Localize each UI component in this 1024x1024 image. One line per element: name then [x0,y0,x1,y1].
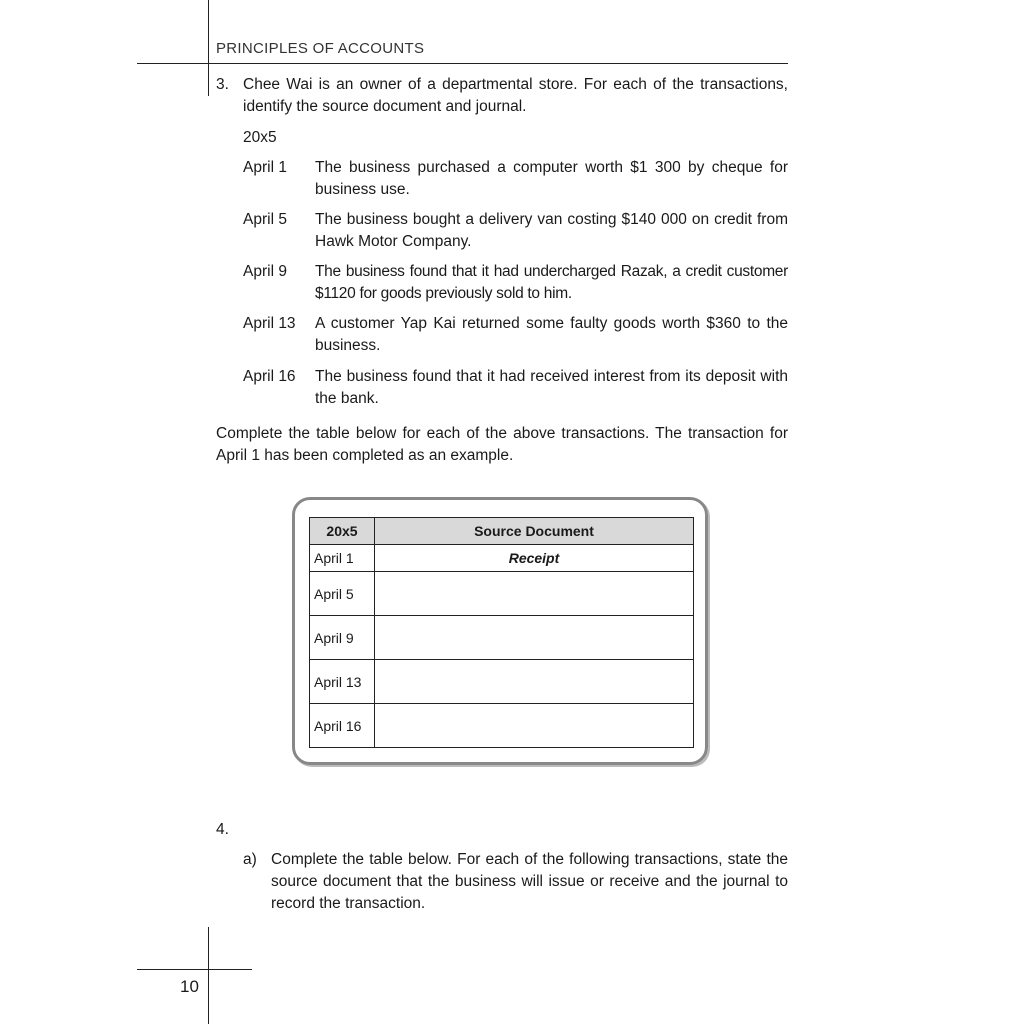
transaction-description: The business found that it had received interest from its deposit with the bank. [315,368,788,407]
table-row [310,704,694,748]
footer-horizontal-rule [137,969,252,970]
question-4a-text: Complete the table below. For each of the following transactions, state the source document that the business will issue or receive and the journal to record the transaction. [271,851,788,912]
row-date: April 13 [310,660,375,704]
footer-vertical-rule [208,927,209,1024]
question-4-number: 4. [216,821,229,838]
page-number: 10 [180,977,199,996]
question-3-number: 3. [216,76,229,93]
table-header-row [310,518,694,545]
row-source-document-blank[interactable] [375,660,694,704]
column-header-source-document: Source Document [375,518,694,545]
question-3-text: Chee Wai is an owner of a departmental store. For each of the transactions, identify the source document and journal. [243,76,788,115]
row-date: April 1 [310,545,375,572]
table-row [310,660,694,704]
source-document-table [309,517,694,748]
row-source-document-blank[interactable] [375,616,694,660]
row-date: April 5 [310,572,375,616]
running-header: PRINCIPLES OF ACCOUNTS [216,40,425,57]
transaction-description: The business found that it had undercharged Razak, a credit customer $1120 for goods previously sold to him. [315,263,788,302]
column-header-date: 20x5 [310,518,375,545]
row-source-document: Receipt [375,545,694,572]
row-source-document-blank[interactable] [375,572,694,616]
transaction-description: A customer Yap Kai returned some faulty goods worth $360 to the business. [315,315,788,354]
table-instruction: Complete the table below for each of the above transactions. The transaction for April 1 has been completed as an example. [216,425,788,464]
transaction-date: April 13 [243,315,296,332]
row-source-document-blank[interactable] [375,704,694,748]
year-label: 20x5 [243,129,277,146]
row-date: April 16 [310,704,375,748]
transaction-date: April 9 [243,263,287,280]
transaction-description: The business bought a delivery van costing $140 000 on credit from Hawk Motor Company. [315,211,788,250]
header-vertical-rule [208,0,209,96]
table-row [310,616,694,660]
header-horizontal-rule [137,63,788,64]
table-row [310,545,694,572]
row-date: April 9 [310,616,375,660]
table-row [310,572,694,616]
transaction-description: The business purchased a computer worth $1 300 by cheque for business use. [315,159,788,198]
transaction-date: April 5 [243,211,287,228]
transaction-date: April 1 [243,159,287,176]
transaction-date: April 16 [243,368,296,385]
question-4a-label: a) [243,851,257,868]
